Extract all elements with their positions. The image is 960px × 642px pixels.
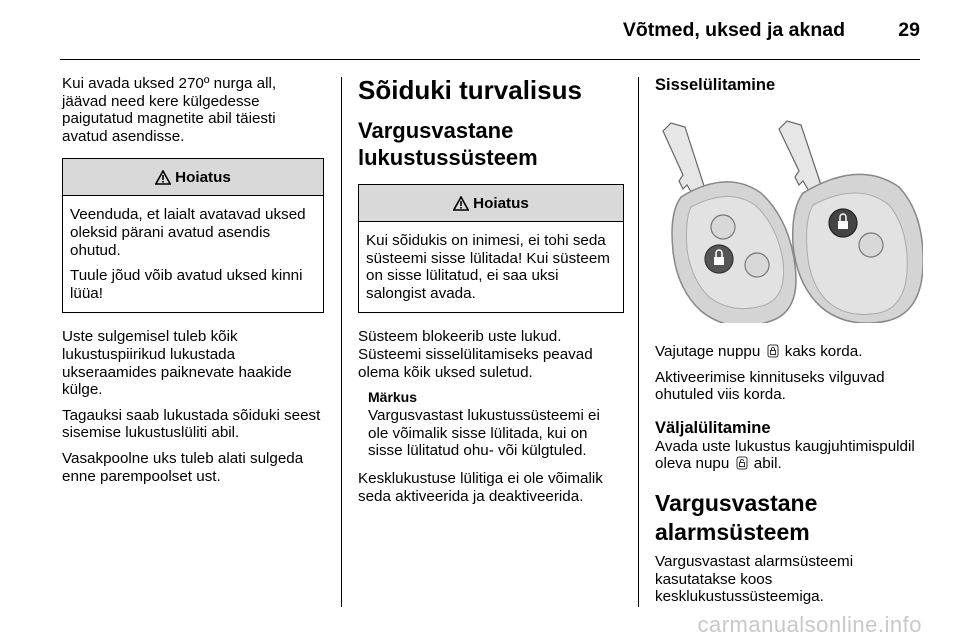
header-rule [60,59,920,60]
warning-text: Kui sõidukis on inimesi, ei tohi seda süsteemi sisse lülitada! Kui süsteem on sisse lülitatud, ei saa uksi salongist avada. [366,232,610,302]
warning-title: Hoiatus [473,194,529,212]
middle-column [358,75,624,513]
subheading-deactivation: Väljalülitamine [655,418,771,437]
intro-paragraph: Kui avada uksed 270º nurga all, jäävad need kere külgedesse paigutatud magnetite abil täiesti avatud asendisse. [62,75,277,145]
header-title: Võtmed, uksed ja aknad [622,19,845,41]
instruction-text: kaks korda. [784,343,863,360]
section-heading: Sõiduki turvalisus [358,75,582,105]
warning-body [359,222,623,312]
unlock-button-icon [736,456,748,470]
warning-body [63,196,323,312]
left-column [62,75,324,493]
warning-text: Veenduda, et laialt avatavad uksed oleksid pärani avatud asendis ohutud. [70,206,306,259]
lock-button-icon [767,344,779,358]
warning-box [62,158,324,313]
body-paragraph: Süsteem blokeerib uste lukud. Süsteemi sisselülitamiseks peavad olema kõik uksed suletud. [358,328,593,381]
warning-box [358,184,624,313]
note-title: Märkus [368,389,418,406]
warning-header [359,185,623,222]
warning-header [63,159,323,196]
watermark: carmanualsonline.info [697,612,922,637]
note-text: Vargusvastast lukustussüsteemi ei ole võimalik sisse lülitada, kui on sisse lülitatud ohu- või külgtuled. [368,407,600,460]
subheading-activation: Sisselülitamine [655,76,776,94]
instruction-text: Avada uste lukustus kaugjuhtimispuldil oleva nupu [655,437,915,473]
remote-keys-illustration [655,113,923,323]
page-number: 29 [898,19,920,41]
body-paragraph: Tagauksi saab lukustada sõiduki seest sisemise lukustuslüliti abil. [62,406,321,442]
column-divider [638,77,639,607]
body-paragraph: Uste sulgemisel tuleb kõik lukustuspiirikud lukustada ukseraamides paiknevate haakide külge. [62,328,292,399]
right-column [655,75,925,614]
column-divider [341,77,342,607]
subsection-heading: Vargusvastane alarmsüsteem [655,489,818,545]
warning-text: Tuule jõud võib avatud uksed kinni lüüa! [70,267,303,302]
instruction-text: Vajutage nuppu [655,343,761,360]
subsection-heading: Vargusvastane lukustussüsteem [358,118,538,170]
instruction-paragraph [655,438,925,473]
instruction-text: abil. [753,455,782,473]
warning-icon [155,170,171,185]
body-paragraph: Vasakpoolne uks tuleb alati sulgeda enne parempoolset ust. [62,449,304,485]
page-header [0,0,960,62]
body-paragraph: Vargusvastast alarmsüsteemi kasutatakse koos kesklukustussüsteemiga. [655,552,854,606]
instruction-paragraph [655,343,925,361]
warning-icon [453,196,469,211]
note-block [368,389,624,460]
body-paragraph: Kesklukustuse lülitiga ei ole võimalik seda aktiveerida ja deaktiveerida. [358,469,603,505]
body-paragraph: Aktiveerimise kinnituseks vilguvad ohutuled viis korda. [655,368,885,404]
warning-title: Hoiatus [175,168,231,186]
